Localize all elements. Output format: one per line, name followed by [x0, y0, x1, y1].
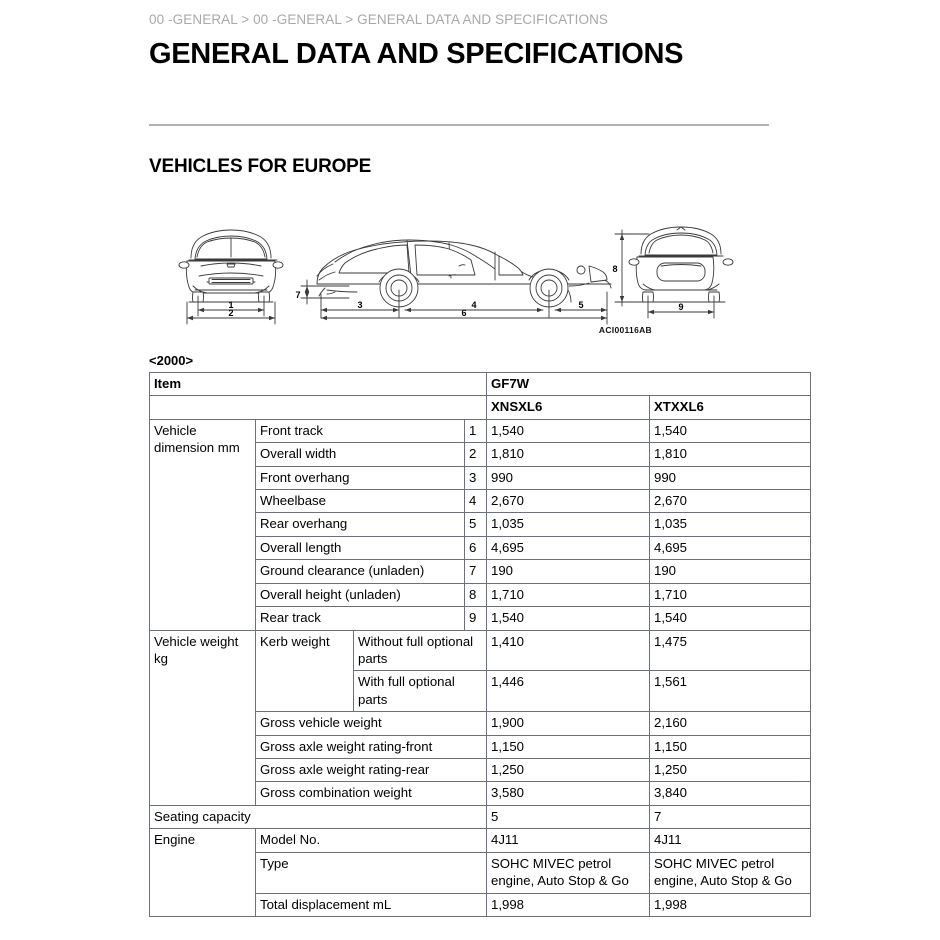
row-value-1: 1,446	[487, 671, 650, 712]
group-label-vehicle-weight: Vehicle weight kg	[150, 630, 256, 805]
row-value-1: 1,810	[487, 443, 650, 466]
callout-8: 8	[612, 263, 618, 274]
rear-view-drawing	[629, 227, 733, 302]
row-value-1: 1,250	[487, 759, 650, 782]
row-label: Gross combination weight	[256, 782, 487, 805]
row-label: Overall width	[256, 443, 465, 466]
row-value-1: 5	[487, 805, 650, 828]
row-callout: 8	[465, 583, 487, 606]
row-value-2: 1,710	[650, 583, 811, 606]
row-callout: 7	[465, 560, 487, 583]
row-value-1: 990	[487, 466, 650, 489]
row-value-1: 4,695	[487, 536, 650, 559]
row-label: Wheelbase	[256, 490, 465, 513]
row-label: Rear overhang	[256, 513, 465, 536]
table-caption: <2000>	[149, 352, 194, 368]
row-value-1: 1,035	[487, 513, 650, 536]
vehicle-diagram-svg	[149, 206, 791, 331]
table-row	[150, 630, 811, 671]
row-label: Overall height (unladen)	[256, 583, 465, 606]
vehicle-dimension-figure	[149, 206, 791, 335]
row-label: Gross vehicle weight	[256, 712, 487, 735]
row-value-2: 1,150	[650, 735, 811, 758]
row-value-2: 1,035	[650, 513, 811, 536]
header-grade-2: XTXXL6	[650, 396, 811, 419]
row-value-1: 1,900	[487, 712, 650, 735]
row-value-2: 1,540	[650, 607, 811, 630]
group-label-vehicle-dimension: Vehicle dimension mm	[150, 419, 256, 630]
table-row	[150, 805, 811, 828]
row-value-1: 1,150	[487, 735, 650, 758]
side-view-drawing	[317, 240, 611, 307]
row-value-2: 2,160	[650, 712, 811, 735]
row-value-2: 2,670	[650, 490, 811, 513]
row-label: Overall length	[256, 536, 465, 559]
table-row	[150, 829, 811, 852]
header-divider	[149, 124, 769, 126]
row-label: Front track	[256, 419, 465, 442]
row-label: With full optional parts	[354, 671, 487, 712]
callout-9: 9	[678, 301, 684, 312]
table-row	[150, 419, 811, 442]
row-label: Front overhang	[256, 466, 465, 489]
row-value-1: 1,710	[487, 583, 650, 606]
row-value-1: 1,998	[487, 893, 650, 916]
row-callout: 1	[465, 419, 487, 442]
callout-2: 2	[228, 307, 234, 318]
row-label: Gross axle weight rating-front	[256, 735, 487, 758]
row-callout: 4	[465, 490, 487, 513]
row-value-2: 4,695	[650, 536, 811, 559]
row-value-2: SOHC MIVEC petrol engine, Auto Stop & Go	[650, 852, 811, 893]
header-grade-1: XNSXL6	[487, 396, 650, 419]
row-value-1: 3,580	[487, 782, 650, 805]
header-item-spacer	[150, 396, 487, 419]
row-callout: 5	[465, 513, 487, 536]
row-callout: 3	[465, 466, 487, 489]
row-value-1: SOHC MIVEC petrol engine, Auto Stop & Go	[487, 852, 650, 893]
table-header-row-model	[150, 372, 811, 395]
row-callout: 9	[465, 607, 487, 630]
callout-6: 6	[461, 307, 467, 318]
row-label-seating-capacity: Seating capacity	[150, 805, 487, 828]
row-value-1: 1,410	[487, 630, 650, 671]
row-label: Type	[256, 852, 487, 893]
breadcrumb: 00 -GENERAL > 00 -GENERAL > GENERAL DATA AND SPECIFICATIONS	[149, 12, 609, 27]
group-label-engine: Engine	[150, 829, 256, 917]
row-label: Total displacement mL	[256, 893, 487, 916]
figure-id: ACI00116AB	[598, 324, 652, 335]
row-label: Without full optional parts	[354, 630, 487, 671]
row-value-2: 190	[650, 560, 811, 583]
callout-7: 7	[295, 289, 301, 300]
row-value-2: 1,810	[650, 443, 811, 466]
row-label: Model No.	[256, 829, 487, 852]
specifications-table	[149, 372, 811, 917]
page-title: GENERAL DATA AND SPECIFICATIONS	[149, 38, 684, 70]
row-callout: 6	[465, 536, 487, 559]
callout-4: 4	[471, 299, 477, 310]
row-label: Rear track	[256, 607, 465, 630]
row-value-1: 4J11	[487, 829, 650, 852]
row-callout: 2	[465, 443, 487, 466]
page-content	[149, 0, 791, 917]
row-value-2: 1,998	[650, 893, 811, 916]
row-value-2: 1,250	[650, 759, 811, 782]
row-value-2: 4J11	[650, 829, 811, 852]
subgroup-label-kerb-weight: Kerb weight	[256, 630, 354, 712]
row-value-1: 1,540	[487, 419, 650, 442]
row-value-2: 1,561	[650, 671, 811, 712]
row-value-1: 2,670	[487, 490, 650, 513]
row-value-2: 990	[650, 466, 811, 489]
row-value-2: 1,540	[650, 419, 811, 442]
row-value-2: 7	[650, 805, 811, 828]
row-label: Ground clearance (unladen)	[256, 560, 465, 583]
row-value-1: 1,540	[487, 607, 650, 630]
section-title: VEHICLES FOR EUROPE	[149, 155, 372, 177]
table-header-row-grade	[150, 396, 811, 419]
row-value-2: 3,840	[650, 782, 811, 805]
row-label: Gross axle weight rating-rear	[256, 759, 487, 782]
row-value-2: 1,475	[650, 630, 811, 671]
row-value-1: 190	[487, 560, 650, 583]
callout-3: 3	[357, 299, 363, 310]
callout-1: 1	[228, 299, 234, 310]
header-model: GF7W	[487, 372, 811, 395]
header-item: Item	[150, 372, 487, 395]
front-view-drawing	[179, 230, 283, 302]
callout-5: 5	[578, 299, 584, 310]
